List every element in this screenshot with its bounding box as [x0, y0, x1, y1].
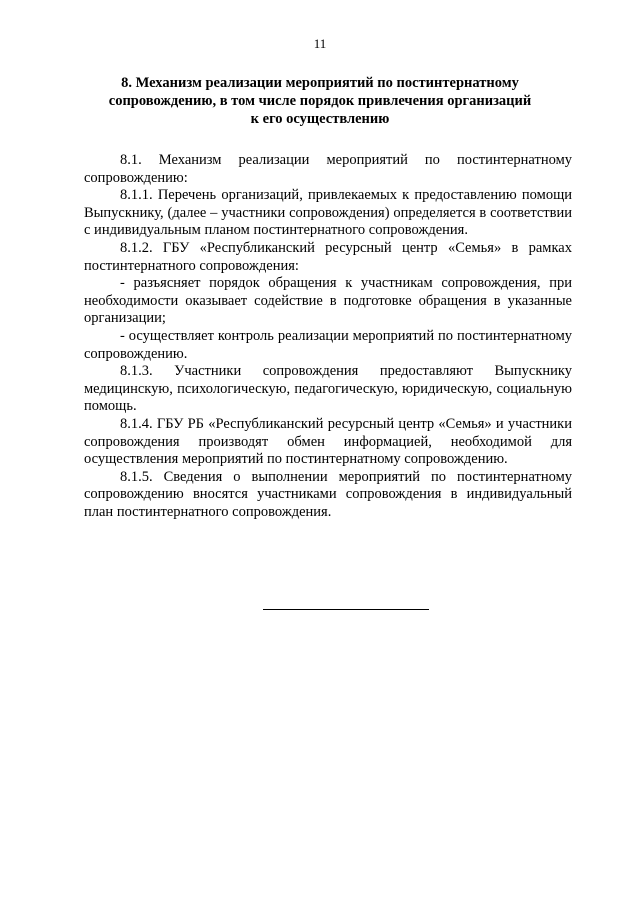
page-number: 11	[313, 36, 327, 51]
section-heading-line-1: 8. Механизм реализации мероприятий по постинтернатному	[121, 75, 519, 91]
paragraph-8-1-5: 8.1.5. Сведения о выполнении мероприятий по постинтернатному сопровождению вносятся участниками сопровождения в индивидуальный план постинтернатного сопровождения.	[84, 468, 572, 520]
end-divider-line	[263, 609, 429, 610]
section-heading	[100, 74, 540, 128]
paragraph-8-1-3: 8.1.3. Участники сопровождения предоставляют Выпускнику медицинскую, психологическую, педагогическую, юридическую, социальную помощь.	[84, 363, 572, 415]
section-heading-line-2: сопровождению, в том числе порядок привлечения организаций	[108, 93, 532, 109]
list-item-controls-implementation: - осуществляет контроль реализации мероприятий по постинтернатному сопровождению.	[84, 327, 572, 362]
paragraph-8-1-2: 8.1.2. ГБУ «Республиканский ресурсный центр «Семья» в рамках постинтернатного сопровождения:	[84, 239, 572, 274]
paragraph-8-1-1: 8.1.1. Перечень организаций, привлекаемых к предоставлению помощи Выпускнику, (далее – участники сопровождения) определяется в соответствии с индивидуальным планом постинтернатного сопровождения.	[84, 187, 572, 239]
section-body	[84, 152, 572, 521]
section-heading-line-3: к его осуществлению	[250, 111, 390, 127]
paragraph-8-1: 8.1. Механизм реализации мероприятий по постинтернатному сопровождению:	[84, 152, 572, 186]
paragraph-8-1-4: 8.1.4. ГБУ РБ «Республиканский ресурсный центр «Семья» и участники сопровождения производят обмен информацией, необходимой для осуществления мероприятий по постинтернатному сопровождению.	[84, 415, 572, 468]
list-item-explains-procedure: - разъясняет порядок обращения к участникам сопровождения, при необходимости оказывает содействие в подготовке обращения в указанные организации;	[84, 275, 572, 327]
